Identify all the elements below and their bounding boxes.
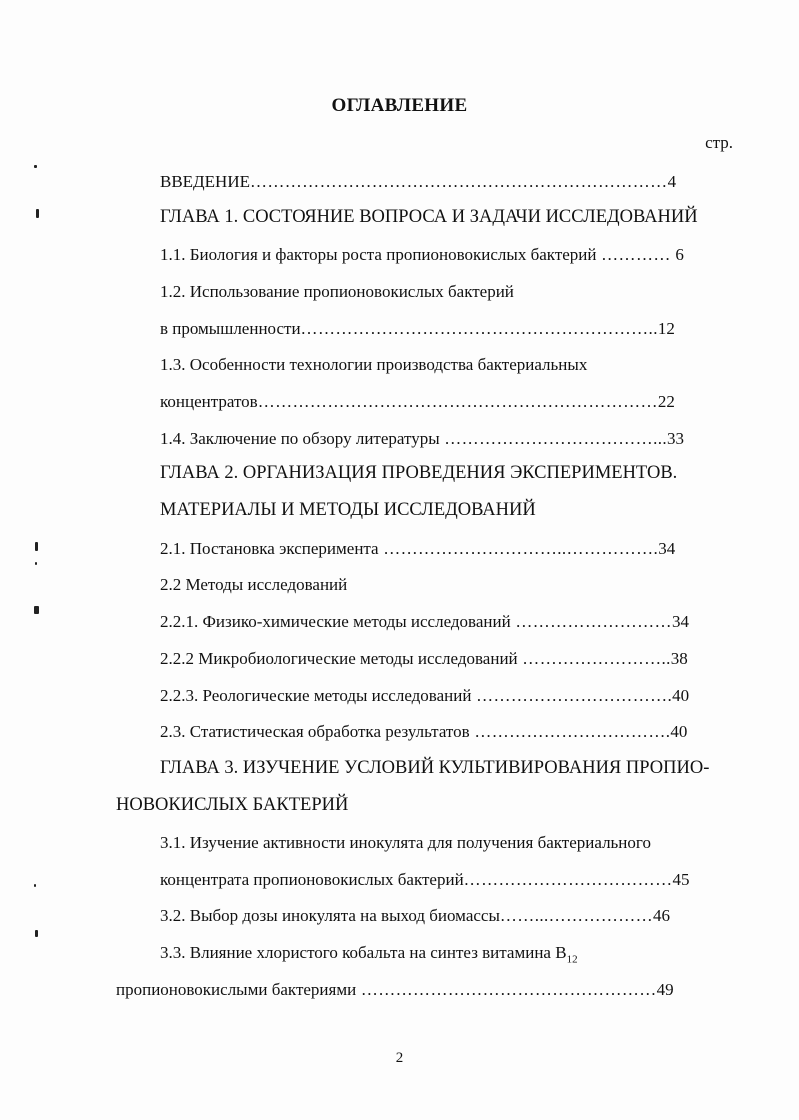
toc-leader: ……………………………. [471,686,673,705]
scan-speck [34,606,39,614]
toc-entry-text: 1.3. Особенности технологии производства бактериальных [160,355,588,374]
toc-leader: …………………………………………… [356,980,657,999]
toc-entry-text: концентрата пропионовокислых бактерий [160,870,464,889]
toc-page-number: 40 [672,686,690,705]
toc-page-number: 46 [653,906,671,925]
toc-page-number: 4 [667,172,677,191]
toc-entry-text: ВВЕДЕНИЕ [160,172,250,191]
scan-speck [35,562,37,565]
toc-leader: …………………………………………………………… [257,392,658,411]
toc-leader: ……………………………… [463,870,673,889]
toc-subscript: 12 [566,953,578,966]
toc-entry-text: НОВОКИСЛЫХ БАКТЕРИЙ [116,795,349,815]
toc-entry-text: 1.2. Использование пропионовокислых бактерий [160,282,514,301]
toc-entry [160,172,676,192]
scan-speck [36,209,39,218]
toc-entry-text: пропионовокислыми бактериями [116,980,357,999]
toc-entry [160,282,514,302]
toc-entry-text: 1.1. Биология и факторы роста пропионовокислых бактерий [160,245,597,264]
toc-page-number: 34 [658,539,676,558]
toc-entry-text: 1.4. Заключение по обзору литературы [160,429,440,448]
toc-entry-text: 3.3. Влияние хлористого кобальта на синтез витамина В [160,943,567,962]
toc-entry-text: 2.1. Постановка эксперимента [160,539,379,558]
toc-entry-text: ГЛАВА 3. ИЗУЧЕНИЕ УСЛОВИЙ КУЛЬТИВИРОВАНИЯ ПРОПИО- [160,758,710,778]
toc-entry [160,429,684,449]
toc-entry [160,649,688,669]
toc-page-number: 6 [675,245,684,264]
toc-chapter-heading [160,463,677,483]
toc-entry-text: 2.3. Статистическая обработка результатов [160,722,470,741]
toc-chapter-heading [160,500,536,520]
toc-chapter-heading [160,207,698,227]
page-column-label: стр. [705,133,733,152]
toc-chapter-heading [160,758,709,778]
scan-speck [35,542,38,551]
toc-entry-text: ГЛАВА 1. СОСТОЯНИЕ ВОПРОСА И ЗАДАЧИ ИССЛЕДОВАНИЙ [160,207,698,227]
page-title: ОГЛАВЛЕНИЕ [331,95,468,116]
toc-entry-text: ГЛАВА 2. ОРГАНИЗАЦИЯ ПРОВЕДЕНИЯ ЭКСПЕРИМЕНТОВ. [160,463,678,483]
toc-page-number: 33 [667,429,685,448]
toc-page-number: 12 [657,319,675,338]
toc-entry [160,870,689,890]
toc-page-number: 40 [670,722,688,741]
toc-entry [160,612,689,632]
toc-entry [160,943,578,969]
toc-leader: ……………………………. [469,722,671,741]
toc-page-number: 49 [656,980,674,999]
toc-leader: ……………………………………………………………… [249,172,668,191]
toc-entry [160,575,347,595]
toc-entry [160,906,670,926]
toc-page-number: 34 [671,612,689,631]
toc-entry-text: 3.1. Изучение активности инокулята для получения бактериального [160,833,651,852]
toc-entry-text: в промышленности [160,319,301,338]
scan-speck [34,165,37,168]
toc-entry [160,722,687,742]
toc-entry-text: 2.2.3. Реологические методы исследований [160,686,472,705]
toc-entry [160,355,587,375]
toc-entry [160,392,675,412]
toc-entry [160,539,675,559]
toc-entry [160,245,684,265]
scan-speck [35,930,38,937]
toc-page-number: 22 [657,392,675,411]
toc-chapter-heading [116,795,348,815]
toc-entry-text: концентратов [160,392,258,411]
toc-entry-text: 3.2. Выбор дозы инокулята на выход биомассы [160,906,500,925]
toc-page-number: 38 [670,649,688,668]
toc-entry-text: 2.2.1. Физико-химические методы исследований [160,612,511,631]
toc-entry-text: 2.2.2 Микробиологические методы исследований [160,649,518,668]
toc-entry [160,833,651,853]
toc-leader: …………………………..……………. [378,539,659,558]
toc-leader: …………………………………………………….. [300,319,658,338]
toc-entry [160,686,689,706]
toc-page-number: 45 [672,870,690,889]
toc-entry-text: МАТЕРИАЛЫ И МЕТОДЫ ИССЛЕДОВАНИЙ [160,500,536,520]
toc-entry-text: 2.2 Методы исследований [160,575,348,594]
toc-entry [160,319,675,339]
toc-leader: ……...……………… [499,906,654,925]
scan-speck [34,884,36,887]
page-number: 2 [395,1050,404,1066]
toc-leader: ………… [596,245,676,264]
toc-leader: ………………………………... [439,429,668,448]
toc-leader: ……………………… [510,612,672,631]
toc-entry [116,980,674,1000]
toc-leader: …………………….. [517,649,671,668]
